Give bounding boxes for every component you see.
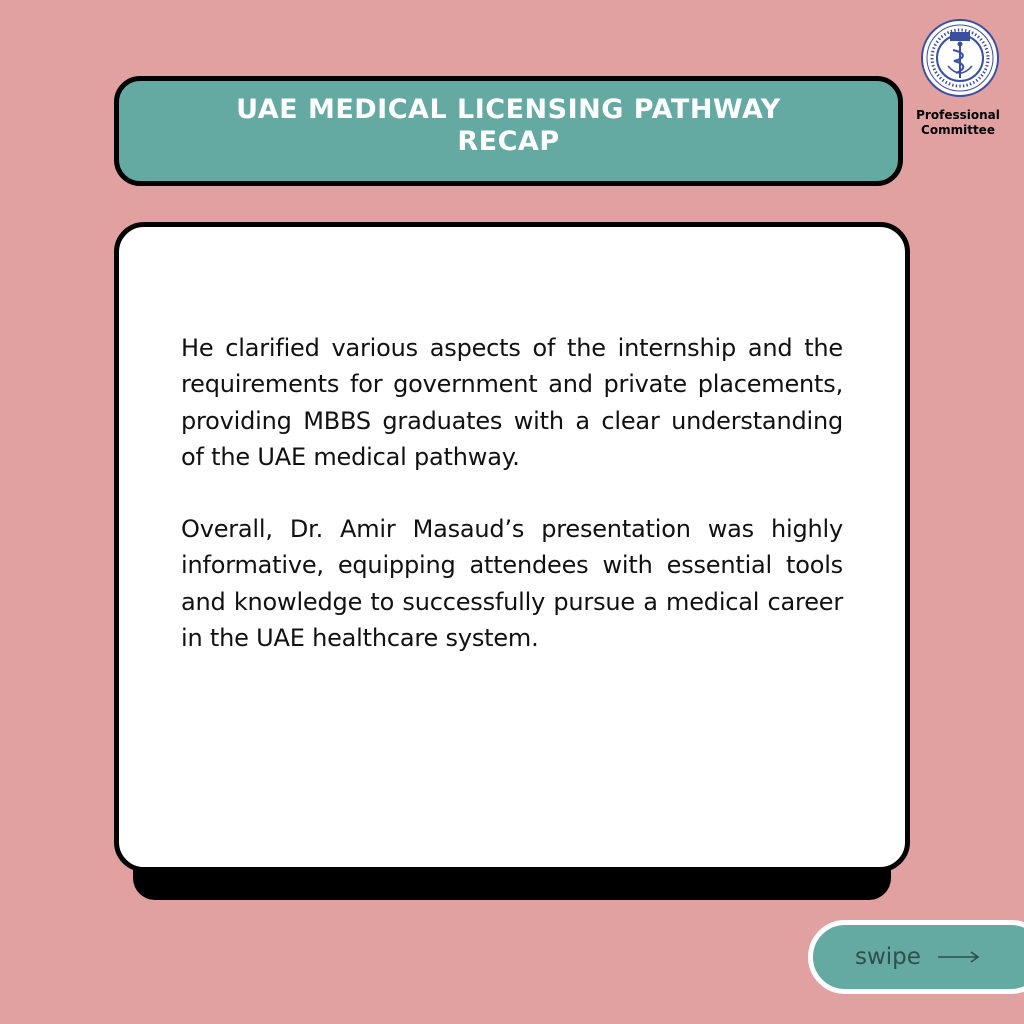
swipe-button[interactable] <box>808 920 1024 994</box>
card-body <box>181 330 843 656</box>
committee-label <box>906 108 1010 138</box>
paragraph-internship: He clarified various aspects of the internship and the requirements for government and private placements, providing MBBS graduates with a clear understanding of the UAE medical pathway. <box>181 334 843 471</box>
title-banner <box>114 76 903 186</box>
fimso-seal-icon <box>920 18 1000 98</box>
page-title-line2: RECAP <box>457 126 560 157</box>
committee-line2: Committee <box>921 123 995 137</box>
page-title-line1: UAE MEDICAL LICENSING PATHWAY <box>236 94 781 125</box>
arrow-right-icon <box>937 950 981 964</box>
committee-line1: Professional <box>916 108 1000 122</box>
swipe-label: swipe <box>855 944 921 970</box>
paragraph-overall: Overall, Dr. Amir Masaud’s presentation was highly informative, equipping attendees with essential tools and knowledge to successfully pursue a medical career in the UAE healthcare system. <box>181 515 843 653</box>
